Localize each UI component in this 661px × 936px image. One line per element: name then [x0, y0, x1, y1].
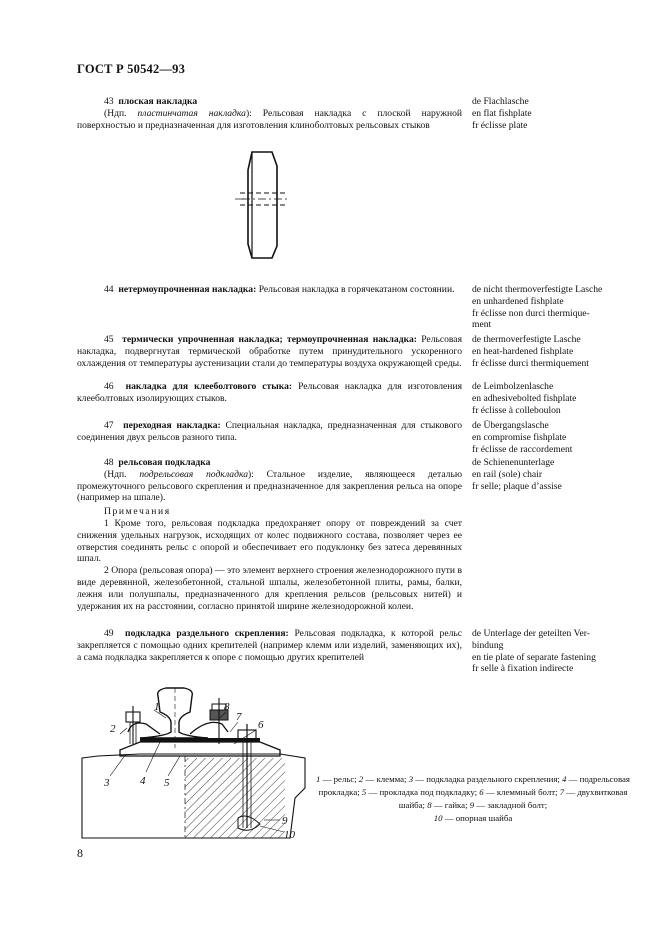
- definition: Рельсовая подкладка, к которой рельс закрепляется с помощью одних крепителей (например клемм или изделий, заменяющих их), а сама подкладка закрепляется к опоре с помощью других крепителей: [77, 628, 463, 663]
- caption-num: 1: [316, 774, 321, 784]
- translation-fr-cont: ment: [472, 319, 492, 331]
- definition: Рельсовая накладка в горячекатаном состоянии.: [256, 284, 455, 295]
- term: подкладка раздельного скрепления:: [125, 628, 289, 639]
- figure-caption: [312, 773, 634, 825]
- term: плоская накладка: [118, 96, 198, 107]
- caption-num: 8: [427, 800, 432, 810]
- caption-text: — прокладка под подкладку;: [366, 787, 480, 797]
- entry-number: 48: [104, 457, 114, 468]
- caption-num: 2: [358, 774, 364, 784]
- rail-fastening-drawing: [80, 688, 320, 848]
- abbr-prefix: (Ндп.: [104, 468, 140, 480]
- translation-fr: fr selle; plaque d’assise: [472, 480, 562, 492]
- translation-de: de Flachlasche: [472, 96, 529, 107]
- translation-en: en compromise fishplate: [472, 431, 567, 443]
- entry-number: 45: [104, 334, 114, 345]
- translation-fr: fr selle à fixation indirecte: [472, 663, 574, 675]
- flat-fishplate-drawing: [230, 148, 300, 263]
- caption-num: 7: [559, 787, 565, 797]
- translation-de: de nicht thermoverfestigte Lasche: [472, 284, 603, 295]
- entry-45: [77, 334, 462, 369]
- deprecated-term: подрельсовая подкладка: [139, 468, 248, 480]
- entry-48: [77, 457, 462, 612]
- translation-en: en flat fishplate: [472, 107, 532, 119]
- callout-7: 7: [236, 711, 242, 723]
- term: переходная накладка:: [123, 420, 221, 431]
- entry-number: 47: [104, 420, 114, 431]
- caption-text: — подкладка раздельного скрепления;: [413, 774, 563, 784]
- caption-text: — двухвитковая шайба;: [398, 787, 628, 810]
- term: термически упрочненная накладка; термоупрочненная накладка:: [122, 334, 417, 345]
- document-header: ГОСТ Р 50542—93: [77, 62, 186, 76]
- term: нетермоупрочненная накладка:: [118, 284, 257, 295]
- translations-47: [472, 420, 647, 455]
- entry-number: 46: [104, 381, 114, 392]
- entry-number: 49: [104, 628, 114, 639]
- translation-de-cont: bindung: [472, 639, 504, 651]
- page-number: 8: [77, 846, 83, 860]
- translation-de: de Übergangslasche: [472, 420, 549, 431]
- callout-4: 4: [140, 775, 146, 787]
- notes-heading: Примечания: [104, 506, 171, 518]
- translation-de: de Unterlage der geteilten Ver-: [472, 628, 590, 639]
- entry-47: [77, 420, 462, 444]
- entry-number: 43: [104, 96, 114, 107]
- translations-49: [472, 628, 647, 675]
- translations-43: [472, 96, 647, 131]
- caption-num: 6: [479, 787, 484, 797]
- entry-49: [77, 628, 462, 663]
- callout-3: 3: [104, 777, 110, 789]
- caption-num: 9: [469, 800, 475, 810]
- translation-de: de Schienenunterlage: [472, 457, 555, 468]
- definition: Специальная накладка, предназначенная для стыкового соединения двух рельсов разного типа.: [77, 420, 462, 443]
- caption-num: 4: [562, 774, 567, 784]
- entry-46: [77, 381, 462, 405]
- caption-text: — клеммный болт;: [483, 787, 560, 797]
- callout-8: 8: [224, 701, 230, 713]
- translation-en: en adhesivebolted fishplate: [472, 392, 577, 404]
- caption-text: — рельс;: [320, 774, 359, 784]
- caption-text: — гайка;: [431, 800, 470, 810]
- caption-text: — клемма;: [363, 774, 409, 784]
- entry-44: [77, 284, 462, 296]
- caption-num: 10: [433, 813, 443, 823]
- caption-num: 5: [361, 787, 367, 797]
- translation-de: de Leimbolzenlasche: [472, 381, 554, 392]
- entry-43: [77, 96, 462, 131]
- caption-text: — подрельсовая прокладка;: [318, 774, 630, 797]
- term: накладка для клееболтового стыка:: [125, 381, 293, 392]
- translations-44: [472, 284, 647, 331]
- caption-text: — закладной болт;: [474, 800, 548, 810]
- note-2: 2 Опора (рельсовая опора) — это элемент верхнего строения железнодорожного пути в виде деревянной, железобетонной, стальной шпалы, железобетонной плиты, рамы, балки, лежня или полушпалы, предназначенного для крепления рельсов (рельсовых нитей) и удержания их на расстоянии, согласно принятой ширине железнодорожной колеи.: [77, 565, 462, 612]
- callout-2: 2: [110, 723, 116, 735]
- translation-en: en unhardened fishplate: [472, 295, 564, 307]
- deprecated-term: пластинчатая накладка: [137, 107, 246, 119]
- translation-fr: fr éclisse non durci thermique-: [472, 307, 590, 319]
- callout-1: 1: [154, 701, 160, 713]
- translations-45: [472, 334, 647, 369]
- translation-en: en heat-hardened fishplate: [472, 345, 574, 357]
- translation-fr: fr éclisse plate: [472, 119, 528, 131]
- translation-en: en rail (sole) chair: [472, 468, 543, 480]
- callout-9: 9: [282, 815, 288, 827]
- entry-number: 44: [104, 284, 114, 295]
- callout-6: 6: [258, 719, 264, 731]
- definition: Рельсовая накладка, подвергнутая термической обработке путем принудительного ускоренного охлаждения от температуры аустенизации стали до температуры воздуха окружающей среды.: [77, 334, 462, 369]
- translations-46: [472, 381, 647, 416]
- translation-en: en tie plate of separate fastening: [472, 651, 596, 663]
- definition: ): Стальное изделие, являющееся деталью промежуточного рельсового скрепления и предназначенное для закрепления рельса на опоре (например на шпале).: [77, 468, 463, 504]
- translation-fr: fr éclisse de raccordement: [472, 443, 573, 455]
- caption-num: 3: [408, 774, 414, 784]
- callout-10: 10: [284, 829, 295, 841]
- translation-fr: fr éclisse durci thermiquement: [472, 357, 589, 369]
- definition: Рельсовая накладка для изготовления клееболтовых изолирующих стыков.: [77, 381, 462, 404]
- caption-text: — опорная шайба: [442, 813, 513, 823]
- callout-5: 5: [164, 777, 170, 789]
- translation-de: de thermoverfestigte Lasche: [472, 334, 581, 345]
- abbr-prefix: (Ндп.: [104, 107, 138, 119]
- note-1: 1 Кроме того, рельсовая подкладка предохраняет опору от повреждений за счет снижения удельных нагрузок, исходящих от колес подвижного состава, позволяет через ее отверстия соединять рельс с опорой и обеспечивает его подуклонку без затеса деревянных шпал.: [77, 517, 462, 565]
- term: рельсовая подкладка: [118, 457, 211, 468]
- translation-fr: fr éclisse à colleboulon: [472, 404, 561, 416]
- translations-48: [472, 457, 647, 492]
- definition: ): Рельсовая накладка с плоской наружной поверхностью и предназначенная для изготовления клиноболтовых рельсовых стыков: [77, 107, 463, 131]
